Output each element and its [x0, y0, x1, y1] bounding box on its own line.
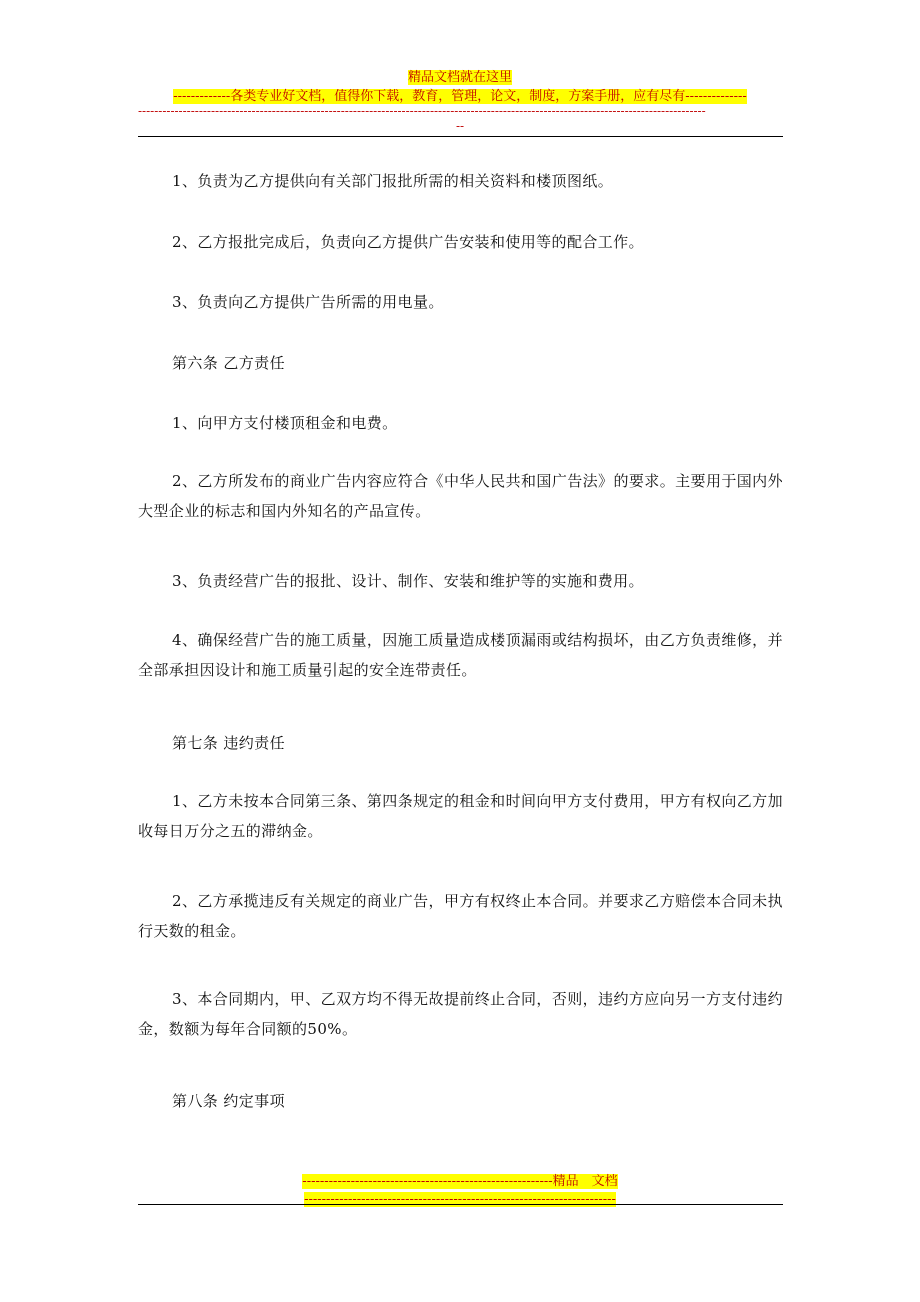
paragraph: 1、负责为乙方提供向有关部门报批所需的相关资料和楼顶图纸。: [172, 172, 614, 190]
header-title: 精品文档就在这里: [407, 70, 512, 85]
section-heading: 第六条 乙方责任: [172, 354, 285, 372]
paragraph: 2、乙方报批完成后，负责向乙方提供广告安装和使用等的配合工作。: [172, 233, 644, 251]
paragraph: 2、乙方所发布的商业广告内容应符合《中华人民共和国广告法》的要求。主要用于国内外大型企业的标志和国内外知名的产品宣传。: [138, 472, 783, 520]
header-subtitle: -------------各类专业好文档，值得你下载，教育，管理，论文，制度，方案手册，应有尽有--------------: [173, 89, 747, 104]
paragraph: 4、确保经营广告的施工质量，因施工质量造成楼顶漏雨或结构损坏，由乙方负责维修，并全部承担因设计和施工质量引起的安全连带责任。: [138, 631, 783, 679]
paragraph: 2、乙方承揽违反有关规定的商业广告，甲方有权终止本合同。并要求乙方赔偿本合同未执行天数的租金。: [138, 892, 783, 940]
paragraph: 3、本合同期内，甲、乙双方均不得无故提前终止合同，否则，违约方应向另一方支付违约金，数额为每年合同额的50%。: [138, 990, 783, 1038]
paragraph: 1、向甲方支付楼顶租金和电费。: [172, 414, 398, 432]
header-dash-line: --------------------------------------------------------------------------------------------------------------------------------------------: [138, 104, 706, 118]
section-heading: 第七条 违约责任: [172, 734, 285, 752]
paragraph: 1、乙方未按本合同第三条、第四条规定的租金和时间向甲方支付费用，甲方有权向乙方加收每日万分之五的滞纳金。: [138, 792, 783, 840]
footer-line2-wrap: [0, 1188, 920, 1208]
footer-line2: -----------------------------------------------------------------------: [304, 1192, 616, 1207]
paragraph: 3、负责向乙方提供广告所需的用电量。: [172, 293, 444, 311]
footer-line1: ---------------------------------------------------------精品 文档: [302, 1174, 618, 1189]
footer-line1-wrap: [0, 1170, 920, 1190]
header-dash-tail: --: [455, 119, 465, 133]
header-title-wrap: [0, 66, 920, 86]
footer-divider: [138, 1204, 783, 1205]
section-heading: 第八条 约定事项: [172, 1092, 285, 1110]
header-divider: [138, 136, 783, 137]
paragraph: 3、负责经营广告的报批、设计、制作、安装和维护等的实施和费用。: [172, 572, 644, 590]
header-subtitle-wrap: [0, 85, 920, 105]
